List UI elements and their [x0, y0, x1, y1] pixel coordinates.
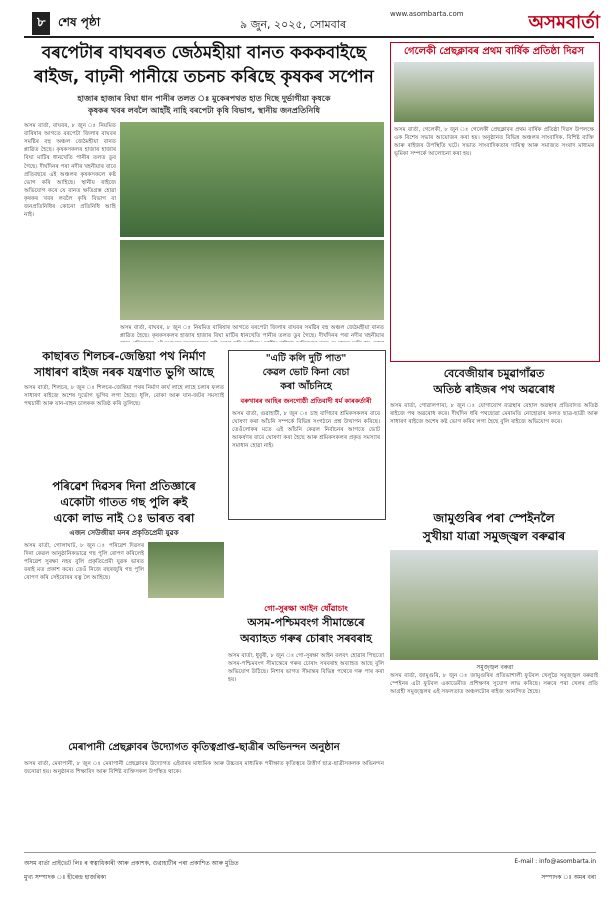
story3-body: অসম বাৰ্তা, গোৱালপাৰা, ৮ জুন ঃ যোগাযোগ ব্যৱস্থাৰ বেহাল অৱস্থাৰ প্ৰতিবাদত অতিষ্ঠ ৰাইজে পথ অৱৰোধ কৰে। দীৰ্ঘদিন ধৰি পথছোৱা মেৰামতি নোহোৱাৰ ফলত ছাত্ৰ-ছাত্ৰী আৰু সাধাৰণ ৰাইজে অশেষ কষ্ট ভোগ কৰিব লগা হৈছে বুলি ৰাইজে অভিযোগ কৰে। — [390, 403, 598, 426]
footer-chief-editor: মুখ্য সম্পাদক ঃ হীৰেন্দ্ৰ হাজৰিকা — [24, 874, 107, 881]
story9-headline: মেৰাপানী প্ৰেছক্লাবৰ উদ্যোগত কৃতিত্বপ্ৰাপ্ত-ছাত্ৰীৰ অভিনন্দন অনুষ্ঠান — [68, 742, 340, 753]
story6-body: অসম বাৰ্তা, গোলাঘাট, ৮ জুন ঃ পৰিৱেশ দিৱসৰ দিনা কেৱল আনুষ্ঠানিকভাৱে গছ পুলি ৰোপণ কৰিলেই পৰিৱেশ সুৰক্ষা নহয় বুলি প্ৰকৃতিপ্ৰেমী যুৱক ভাৰত বৰাই মত প্ৰকাশ কৰে। তেওঁ নিজে বছৰজুৰি গছ পুলি ৰোপণ কৰি সেইবোৰৰ যত্ন লৈ আহিছে। — [24, 543, 144, 582]
story2-headline: গেলেকী প্ৰেছক্লাবৰ প্ৰথম বাৰ্ষিক প্ৰতিষ্ঠা দিৱস — [404, 46, 584, 57]
story4-headline-1: কাছাৰত শিলচৰ-জেন্তিয়া পথ নিৰ্মাণ — [42, 349, 206, 363]
story2-photo — [394, 62, 594, 122]
story1-flood-photo-1 — [120, 122, 384, 237]
story5-quote-1: "এটি কলি দুটি পাত" — [265, 353, 347, 364]
story1-body-cont: অসম বাৰ্তা, বাঘবৰ, ৮ জুন ঃ নিয়মিত বাৰিষাৰ আগতে বৰপেটা জিলাৰ বাঘবৰ সমষ্টিৰ বহু অঞ্চল জেঠমহীয়া বানত প্লাৱিত হৈছে। কৃষকসকলৰ হাজাৰ হাজাৰ বিঘা মাটিৰ ধানখেতি পানীৰ তলত ডুব গৈছে। দীৰ্ঘদিনৰ পৰা নদীৰ খহনীয়াৰ — [120, 325, 384, 340]
masthead-logo: অসমবাৰ্তা — [528, 12, 600, 33]
story8-body: অসম বাৰ্তা, ধুবুৰী, ৮ জুন ঃ গো-সুৰক্ষা আইন বলবৎ হোৱাৰ পিছতো অসম-পশ্চিমবংগ সীমান্তেৰে গৰুৰ চোৰাং সৰবৰাহ অব্যাহত আছে বুলি অভিযোগ উঠিছে। নিশাৰ ভাগত সীমান্তৰ বিভিন্ন পথেৰে গৰু পাৰ কৰা হয়। — [228, 653, 384, 684]
story3-headline-1: বেবেজীয়াৰ চমুৱাগাঁৱত — [443, 367, 545, 380]
page-number: ৮ — [32, 12, 50, 35]
story7-player-photo — [390, 550, 598, 660]
story7-body: অসম বাৰ্তা, জামুগুৰি, ৮ জুন ঃ জামুগুৰিৰ প্ৰতিভাশালী ফুটবল খেলুৱৈ সমুজ্জ্বল বৰুৱাই স্পেইনৰ এটা ফুটবল একাডেমীত প্ৰশিক্ষণৰ সুযোগ লাভ কৰিছে। সৰুৰে পৰা খেলৰ প্ৰতি আগ্ৰহী সমুজ্জ্বলৰ এই সফলতাত অঞ্চলটোৰ ৰাইজ আনন্দিত হৈছে। — [390, 673, 598, 696]
footer-publisher: অসম বাৰ্তা প্ৰাইভেট লিঃ ৰ স্বত্বাধিকাৰী আৰু প্ৰকাশক, গুৱাহাটীৰ পৰা প্ৰকাশিত আৰু মুদ্ৰিত — [24, 860, 239, 867]
footer-email: E-mail : info@asombarta.in — [514, 858, 596, 865]
story5-body: অসম বাৰ্তা, গুৱাহাটী, ৮ জুন ঃ চাহ বাগিচাৰ শ্ৰমিকসকলৰ বাবে ঘোষণা কৰা আঁচনি সম্পৰ্কে বিভিন্ন সংগঠনে প্ৰশ্ন উত্থাপন কৰিছে। তেওঁলোকৰ মতে এই আঁচনি কেৱল নিৰ্বাচনৰ আগতে ভোট আকৰ্ষণৰ বাবে ঘোষণা কৰা হৈছে আৰু শ্ৰমিকসকলৰ প্ৰকৃত সমস্যাৰ সমাধান হোৱা নাই। — [232, 411, 380, 450]
story9-body: অসম বাৰ্তা, মেৰাপানী, ৮ জুন ঃ মেৰাপানী প্ৰেছক্লাবৰ উদ্যোগত এইবাৰৰ মাধ্যমিক আৰু উচ্চতৰ মাধ্যমিক পৰীক্ষাত কৃতিত্বৰে উত্তীৰ্ণ ছাত্ৰ-ছাত্ৰীসকলক অভিনন্দন জনোৱা হয়। অনুষ্ঠানত শিক্ষাবিদ আৰু বিশিষ্ট ব্যক্তিসকল উপস্থিত থাকে। — [24, 761, 384, 776]
footer-editor: সম্পাদক ঃ অমৰ বৰা — [541, 874, 596, 881]
story7-headline-1: জামুগুৰিৰ পৰা স্পেইনলৈ — [433, 511, 555, 525]
story1-body: অসম বাৰ্তা, বাঘবৰ, ৮ জুন ঃ নিয়মিত বাৰিষাৰ আগতে বৰপেটা জিলাৰ বাঘবৰ সমষ্টিৰ বহু অঞ্চল জেঠমহীয়া বানত প্লাৱিত হৈছে। কৃষকসকলৰ হাজাৰ হাজাৰ বিঘা মাটিৰ ধানখেতি পানীৰ তলত ডুব গৈছে। দীৰ্ঘদিনৰ পৰা নদীৰ খহনীয়াৰ বাবে প্ৰতিবছৰে এই অঞ্চলৰ কৃষকসকলে কষ্ট ভোগ কৰি আহিছে। স্থানীয় ৰাইজে অভিযোগ কৰে যে বানত ক্ষতিগ্ৰস্ত হোৱা কৃষকৰ খবৰ লবলৈ কৃষি বিভাগ বা জনপ্ৰতিনিধিৰ কোনো প্ৰতিনিধি আহি নাই। — [24, 123, 116, 219]
story1-headline-2: ৰাইজ, বাঢ়নী পানীয়ে তচনচ কৰিছে কৃষকৰ সপোন — [34, 67, 374, 87]
story7-caption: সমুজ্জ্বল বৰুৱা — [476, 664, 514, 671]
story4-headline-2: সাধাৰণ ৰাইজ নৰক যন্ত্ৰণাত ভুগি আছে — [34, 365, 214, 379]
page-header — [0, 0, 610, 38]
story6-headline-1: পৰিৱেশ দিৱসৰ দিনা প্ৰতিজ্ঞাৰে — [52, 479, 196, 493]
issue-date: ৯ জুন, ২০২৫, সোমবাৰ — [240, 18, 347, 31]
story7-headline-2: সুখীয়া যাত্ৰা সমুজ্জ্বল বৰুৱাৰ — [422, 529, 566, 543]
story6-headline-3: একো লাভ নাই ঃ ভাৰত বৰা — [53, 511, 195, 525]
story4-body: অসম বাৰ্তা, শিলচৰ, ৮ জুন ঃ শিলচৰ-জেন্তিয়া পথৰ নিৰ্মাণ কাৰ্য লাহে লাহে চলাৰ ফলত সাধাৰণ ৰাইজে অশেষ দুৰ্ভোগ ভুগিব লগা হৈছে। ধূলি, বোকা আৰু যান-জটৰ সমস্যাই পথচাৰী আৰু যান-বাহন চালকক অতিষ্ঠ কৰি তুলিছে। — [24, 385, 224, 408]
story6-headline-2: একোটা গাতত গছ পুলি ৰুই — [60, 495, 188, 509]
story1-headline-1: বৰপেটাৰ বাঘবৰত জেঠমহীয়া বানত কককবাইছে — [41, 43, 367, 63]
story6-tree-photo — [148, 542, 224, 598]
footer-divider — [24, 852, 596, 853]
story8-headline-2: অব্যাহত গৰুৰ চোৰাং সৰবৰাহ — [240, 632, 372, 645]
story1-flood-photo-2 — [120, 240, 384, 320]
story3-headline-2: অতিষ্ঠ ৰাইজৰ পথ অৱৰোধ — [433, 383, 555, 396]
story1-subhead-2: কৃষকৰ খবৰ লবলৈ আহাঁই নাহি বৰপেটা কৃষি বিভাগ, স্থানীয় জনপ্ৰতিনিধি — [87, 106, 321, 115]
story5-quote-2: কেৱল ভোট কিনা বেচা — [262, 367, 350, 378]
section-title: শেষ পৃষ্ঠা — [58, 15, 101, 29]
story1-subhead-1: হাজাৰ হাজাৰ বিঘা ধান পানীৰ তলত ঃ মুকেৰপথত হাত দিছে দুৰ্ভাগীয়া কৃষকে — [77, 94, 331, 103]
story8-kicker: গো-সুৰক্ষা আইন ধোঁৱাচাং — [264, 604, 348, 613]
story6-subhead: এজন সেউজীয়া মনৰ প্ৰকৃতিপ্ৰেমী যুৱক — [69, 529, 179, 537]
story5-quote-3: কৰা আঁচনিহে — [280, 381, 332, 392]
website: www.asombarta.com — [390, 10, 464, 18]
story2-body: অসম বাৰ্তা, গেলেকী, ৮ জুন ঃ গেলেকী প্ৰেছক্লাবৰ প্ৰথম বাৰ্ষিক প্ৰতিষ্ঠা দিৱস উপলক্ষে এক বিশেষ সভাৰ আয়োজন কৰা হয়। অনুষ্ঠানত বিভিন্ন অঞ্চলৰ সাংবাদিক, বিশিষ্ট ব্যক্তি আৰু ৰাইজৰ উপস্থিতি ঘটে। সভাত সাংবাদিকতাৰ দায়িত্ব আৰু সমাজত সংবাদ মাধ্যমৰ ভূমিকা সম্পৰ্কে আলোচনা কৰা হয়। — [394, 127, 594, 158]
story8-headline-1: অসম-পশ্চিমবংগ সীমান্তেৰে — [247, 616, 365, 629]
story5-byline: বৰুখাৰৰ আহিৰ জনগোষ্ঠী প্ৰতিবাদী ধৰ্ম কাৰকৰ্তাৰী — [240, 397, 372, 405]
